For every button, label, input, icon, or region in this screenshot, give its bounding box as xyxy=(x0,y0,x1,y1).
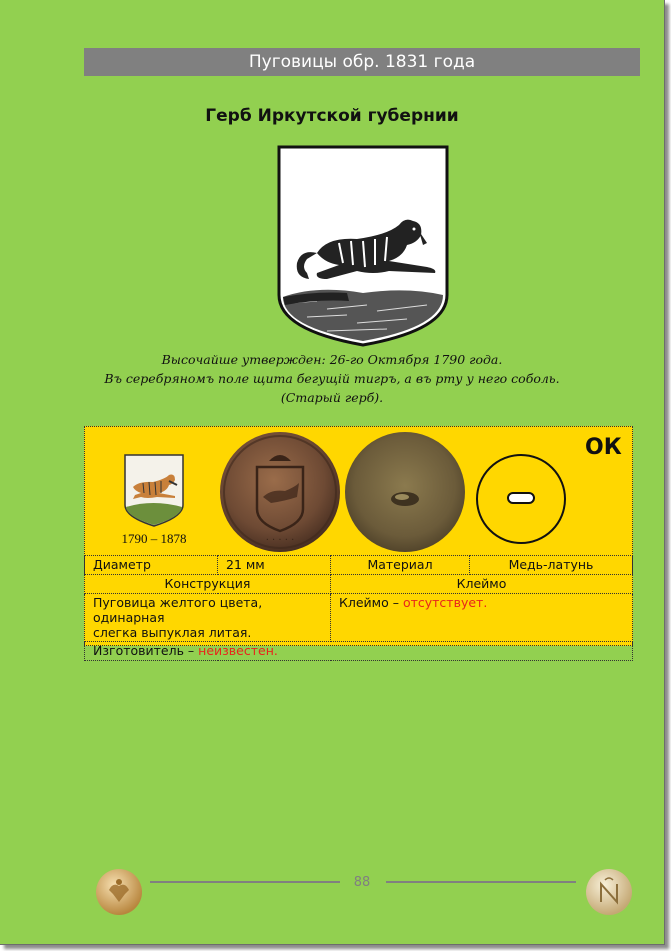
footer-divider-right xyxy=(386,881,576,883)
coat-of-arms-icon xyxy=(277,145,449,347)
construction-text-2: слегка выпуклая литая. xyxy=(93,625,252,640)
caption xyxy=(40,350,624,407)
construction-header: Конструкция xyxy=(85,575,331,594)
stamp-prefix: Клеймо – xyxy=(339,595,403,610)
page-number: 88 xyxy=(353,875,371,890)
section-title: Герб Иркутской губернии xyxy=(205,106,459,126)
monogram-coin-icon xyxy=(585,868,633,916)
years: 1790 – 1878 xyxy=(121,531,187,546)
header-bar xyxy=(84,48,640,76)
maker-prefix: Изготовитель – xyxy=(93,643,199,658)
coin-front-image xyxy=(219,431,341,553)
caption-line-3: (Старый герб). xyxy=(280,390,384,405)
coin-back-image xyxy=(344,431,466,553)
maker-value: неизвестен. xyxy=(198,643,278,658)
maker-row xyxy=(85,642,633,661)
material-value: Медь-латунь xyxy=(470,556,633,575)
header-title: Пуговицы обр. 1831 года xyxy=(248,52,476,72)
stamp-header: Клеймо xyxy=(331,575,633,594)
caption-line-1: Высочайше утвержден: 26-го Октября 1790 года. xyxy=(161,352,503,367)
ok-mark: ОК xyxy=(585,435,622,460)
footer-divider-left xyxy=(150,881,340,883)
diameter-label: Диаметр xyxy=(85,556,218,575)
button-back-diagram-icon xyxy=(475,453,567,545)
stamp-description xyxy=(331,594,633,642)
stamp-value: отсутствует. xyxy=(402,595,488,610)
button-card xyxy=(84,426,633,658)
diameter-value: 21 мм xyxy=(218,556,331,575)
svg-text:· · · · ·: · · · · · xyxy=(265,535,295,546)
coat-of-arms-small-icon xyxy=(123,453,185,528)
material-label: Материал xyxy=(331,556,470,575)
eagle-coin-icon xyxy=(95,868,143,916)
caption-line-2: Въ серебряномъ поле щита бегущій тигръ, а въ рту у него соболь. xyxy=(104,371,560,386)
spec-table xyxy=(84,555,633,661)
construction-description xyxy=(85,594,331,642)
construction-text-1: Пуговица желтого цвета, одинарная xyxy=(93,595,263,625)
